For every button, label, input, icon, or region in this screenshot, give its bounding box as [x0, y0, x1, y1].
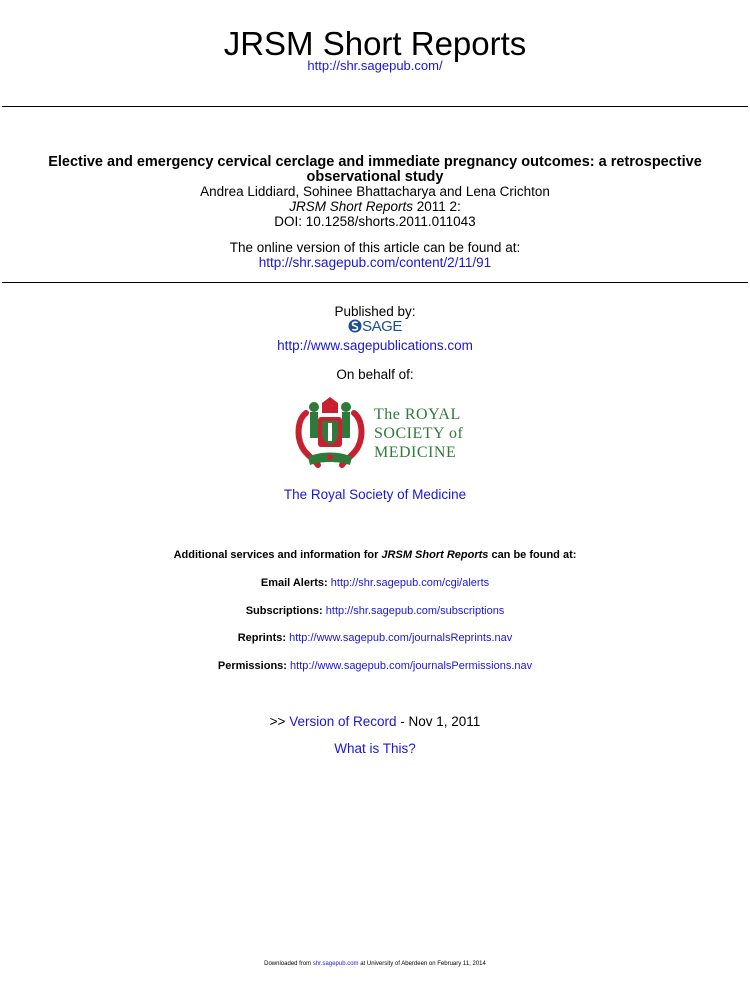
service-label: Subscriptions:	[245, 605, 323, 617]
journal-title: JRSM Short Reports	[223, 25, 527, 62]
sage-logo	[0, 317, 750, 335]
online-url-link[interactable]: http://shr.sagepub.com/content/2/11/91	[258, 255, 492, 270]
rsm-logo-line1: The ROYAL	[374, 406, 461, 423]
journal-url-container	[0, 58, 750, 74]
footer-suffix: at University of Aberdeen on February 11, 2014	[358, 961, 486, 967]
services-heading-journal: JRSM Short Reports	[381, 549, 489, 561]
service-label: Email Alerts:	[260, 577, 328, 589]
rsm-link-container	[0, 487, 750, 502]
published-by-label: Published by:	[334, 304, 416, 319]
footer-link[interactable]: shr.sagepub.com	[312, 961, 359, 967]
sage-logo-text: SAGE	[362, 317, 402, 335]
article-authors: Andrea Liddiard, Sohinee Bhattacharya and Lena Crichton	[200, 184, 550, 199]
journal-url-link[interactable]: http://shr.sagepub.com/	[307, 58, 443, 73]
version-prefix: >>	[269, 714, 290, 729]
version-of-record-link[interactable]: Version of Record	[289, 714, 397, 729]
version-of-record-line	[0, 714, 750, 730]
rsm-logo-line3: MEDICINE	[374, 444, 457, 461]
rsm-logo-wordmark	[374, 405, 463, 462]
service-link[interactable]: http://shr.sagepub.com/cgi/alerts	[330, 577, 490, 589]
service-link[interactable]: http://www.sagepub.com/journalsReprints.nav	[289, 632, 513, 644]
publisher-url-link[interactable]: http://www.sagepublications.com	[277, 338, 473, 353]
article-citation	[0, 199, 750, 214]
service-link[interactable]: http://shr.sagepub.com/subscriptions	[325, 605, 505, 617]
service-email-alerts	[0, 576, 750, 590]
sage-s-icon	[348, 318, 362, 334]
service-label: Reprints:	[237, 632, 287, 644]
service-reprints	[0, 631, 750, 645]
citation-issue: 2011 2:	[413, 199, 461, 214]
article-title	[0, 155, 750, 185]
service-label: Permissions:	[217, 660, 287, 672]
on-behalf-label: On behalf of:	[336, 367, 414, 382]
services-heading	[0, 548, 750, 562]
service-subscriptions	[0, 604, 750, 618]
rsm-logo-line2: SOCIETY of	[374, 425, 464, 442]
article-doi: DOI: 10.1258/shorts.2011.011043	[274, 214, 476, 229]
rsm-logo	[292, 395, 472, 470]
article-title-line1: Elective and emergency cervical cerclage and immediate pregnancy outcomes: a retrospective	[48, 154, 702, 170]
what-is-this-container	[0, 741, 750, 757]
what-is-this-link[interactable]: What is This?	[334, 741, 416, 756]
article-title-line2: observational study	[306, 169, 444, 185]
top-divider	[2, 106, 748, 107]
middle-divider	[2, 282, 748, 283]
service-permissions	[0, 659, 750, 673]
service-link[interactable]: http://www.sagepub.com/journalsPermissions.nav	[290, 660, 533, 672]
version-date: - Nov 1, 2011	[396, 714, 481, 729]
online-note: The online version of this article can be found at:	[229, 240, 521, 255]
footer-prefix: Downloaded from	[264, 961, 313, 967]
publisher-url-container	[0, 338, 750, 353]
services-heading-suffix: can be found at:	[488, 549, 577, 561]
citation-journal: JRSM Short Reports	[289, 199, 413, 214]
services-heading-prefix: Additional services and information for	[173, 549, 382, 561]
rsm-link[interactable]: The Royal Society of Medicine	[283, 487, 467, 502]
download-footer	[0, 960, 750, 968]
online-url-container	[0, 255, 750, 270]
